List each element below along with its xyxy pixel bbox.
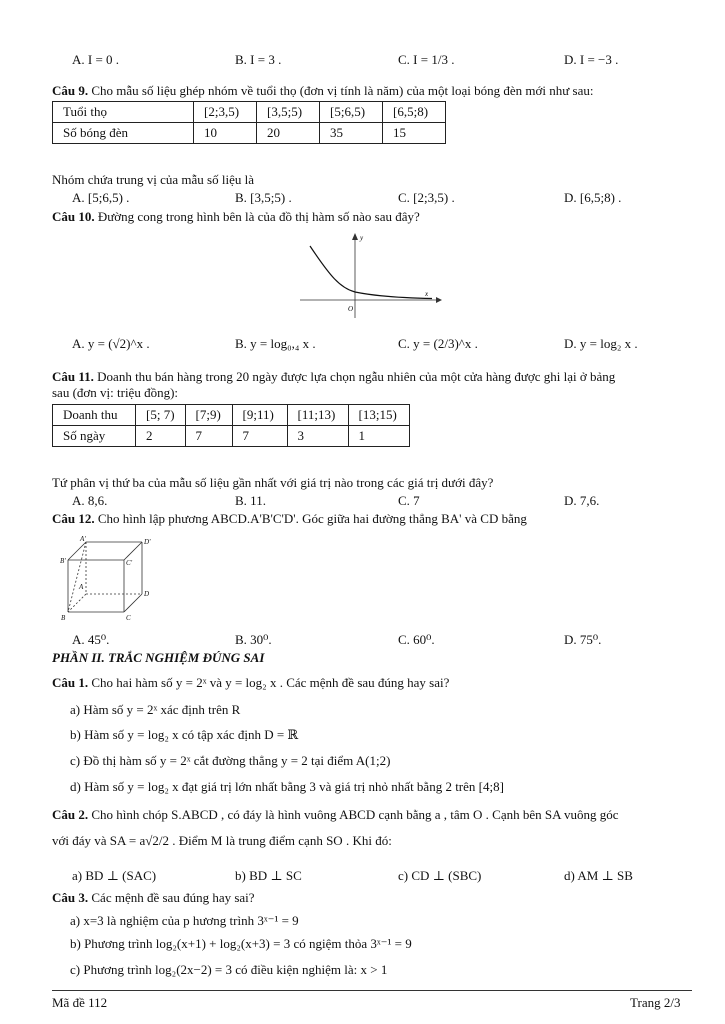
q11-option-d: D. 7,6. bbox=[564, 493, 600, 508]
q11-option-c: C. 7 bbox=[398, 493, 420, 508]
x-label: x bbox=[425, 290, 429, 298]
q12-text: Cho hình lập phương ABCD.A'B'C'D'. Góc giữa hai đường thẳng BA' và CD bằng bbox=[97, 511, 527, 526]
vertex-label: A' bbox=[80, 535, 86, 543]
x-axis-arrow bbox=[436, 297, 442, 303]
q9-cell: [3,5;5) bbox=[257, 102, 320, 123]
q11-cell: [9;11) bbox=[232, 405, 287, 426]
q12-option-d: D. 75⁰. bbox=[564, 632, 602, 647]
origin-label: O bbox=[348, 305, 354, 313]
q12-label: Câu 12. bbox=[52, 511, 95, 526]
p2-c3-item-b: b) Phương trình log₂(x+1) + log₂(x+3) = 3 có ngiệm thỏa 3ˣ⁻¹ = 9 bbox=[70, 936, 412, 951]
part2-heading: PHẦN II. TRẮC NGHIỆM ĐÚNG SAI bbox=[52, 650, 265, 665]
footer-code: Mã đề 112 bbox=[52, 995, 108, 1010]
p2-c2-item-c: c) CD ⊥ (SBC) bbox=[398, 868, 482, 883]
q11-option-b: B. 11. bbox=[235, 493, 266, 508]
p2-c2-label: Câu 2. bbox=[52, 807, 89, 822]
q11-option-a: A. 8,6. bbox=[72, 493, 108, 508]
q8-option-d: D. I = −3 . bbox=[564, 52, 619, 67]
q9-option-c: C. [2;3,5) . bbox=[398, 190, 455, 205]
q9-cell: Số bóng đèn bbox=[53, 123, 194, 144]
p2-c2-item-b: b) BD ⊥ SC bbox=[235, 868, 302, 883]
q10-graph bbox=[296, 230, 446, 320]
p2-c3-label: Câu 3. bbox=[52, 890, 89, 905]
q10-text: Đường cong trong hình bên là của đồ thị hàm số nào sau đây? bbox=[97, 209, 420, 224]
p2-c3-question bbox=[52, 890, 255, 906]
p2-c1-item-d: d) Hàm số y = log₂ x đạt giá trị lớn nhất bằng 3 và giá trị nhỏ nhất bằng 2 trên [4;8] bbox=[70, 779, 504, 794]
q8-option-b: B. I = 3 . bbox=[235, 52, 282, 67]
q10-option-a: A. y = (√2)^x . bbox=[72, 336, 150, 351]
q12-cube bbox=[58, 534, 158, 626]
q11-cell: 7 bbox=[232, 426, 287, 447]
q9-cell: 35 bbox=[320, 123, 383, 144]
q11-table-row bbox=[53, 426, 410, 447]
q9-text: Cho mẫu số liệu ghép nhóm về tuổi thọ (đơn vị tính là năm) của một loại bóng đèn mới như sau: bbox=[91, 83, 594, 98]
q12-option-c: C. 60⁰. bbox=[398, 632, 435, 647]
q9-cell: 10 bbox=[194, 123, 257, 144]
q11-cell: 7 bbox=[185, 426, 232, 447]
p2-c1-question bbox=[52, 675, 449, 691]
p2-c2-question bbox=[52, 807, 619, 823]
q10-label: Câu 10. bbox=[52, 209, 95, 224]
q12-question bbox=[52, 511, 527, 527]
vertex-label: C bbox=[126, 614, 131, 622]
q9-label: Câu 9. bbox=[52, 83, 89, 98]
q11-label: Câu 11. bbox=[52, 369, 94, 384]
q11-text: Doanh thu bán hàng trong 20 ngày được lựa chọn ngẫu nhiên của một cửa hàng được ghi lại ở bảng bbox=[97, 369, 616, 384]
q9-cell: [2;3,5) bbox=[194, 102, 257, 123]
p2-c3-item-c: c) Phương trình log₂(2x−2) = 3 có điều kiện nghiệm là: x > 1 bbox=[70, 962, 388, 977]
q11-table-row bbox=[53, 405, 410, 426]
q11-cell: [11;13) bbox=[287, 405, 348, 426]
q11-cell: Số ngày bbox=[53, 426, 136, 447]
p2-c3-item-a: a) x=3 là nghiệm của p hương trình 3ˣ⁻¹ = 9 bbox=[70, 913, 299, 928]
q9-cell: Tuổi thọ bbox=[53, 102, 194, 123]
q11-cell: [13;15) bbox=[348, 405, 409, 426]
p2-c3-text: Các mệnh đề sau đúng hay sai? bbox=[91, 890, 255, 905]
vertex-label: D' bbox=[144, 538, 151, 546]
q10-option-b: B. y = log₀,₄ x . bbox=[235, 336, 316, 351]
q11-table bbox=[52, 404, 410, 447]
q10-option-c: C. y = (2/3)^x . bbox=[398, 336, 478, 351]
p2-c2-item-a: a) BD ⊥ (SAC) bbox=[72, 868, 157, 883]
vertex-label: B bbox=[61, 614, 66, 622]
p2-c1-item-a: a) Hàm số y = 2ˣ xác định trên R bbox=[70, 702, 241, 717]
q9-option-d: D. [6,5;8) . bbox=[564, 190, 622, 205]
q10-option-d: D. y = log₂ x . bbox=[564, 336, 638, 351]
q9-question bbox=[52, 83, 593, 99]
q12-option-a: A. 45⁰. bbox=[72, 632, 110, 647]
q11-cell: 3 bbox=[287, 426, 348, 447]
q9-cell: 15 bbox=[383, 123, 446, 144]
q9-table bbox=[52, 101, 446, 144]
q9-prompt: Nhóm chứa trung vị của mẫu số liệu là bbox=[52, 172, 254, 187]
q11-question bbox=[52, 369, 615, 385]
footer-divider bbox=[52, 990, 692, 991]
p2-c1-text: Cho hai hàm số y = 2ˣ và y = log₂ x . Các mệnh đề sau đúng hay sai? bbox=[91, 675, 450, 690]
q11-cell: [7;9) bbox=[185, 405, 232, 426]
p2-c2-text: Cho hình chóp S.ABCD , có đáy là hình vuông ABCD cạnh bằng a , tâm O . Cạnh bên SA vuông góc bbox=[91, 807, 619, 822]
y-axis-arrow bbox=[352, 233, 358, 240]
p2-c1-item-b: b) Hàm số y = log₂ x có tập xác định D = ℝ bbox=[70, 727, 299, 742]
p2-c2-item-d: d) AM ⊥ SB bbox=[564, 868, 633, 883]
q10-question bbox=[52, 209, 420, 225]
q11-cell: [5; 7) bbox=[136, 405, 186, 426]
q8-option-a: A. I = 0 . bbox=[72, 52, 120, 67]
q9-option-b: B. [3,5;5) . bbox=[235, 190, 292, 205]
p2-c1-item-c: c) Đồ thị hàm số y = 2ˣ cắt đường thẳng y = 2 tại điểm A(1;2) bbox=[70, 753, 391, 768]
q11-prompt: Tứ phân vị thứ ba của mẫu số liệu gần nhất với giá trị nào trong các giá trị dưới đây? bbox=[52, 475, 494, 490]
curve bbox=[310, 246, 432, 299]
footer-page: Trang 2/3 bbox=[630, 995, 681, 1010]
q9-table-row bbox=[53, 102, 446, 123]
q8-option-c: C. I = 1/3 . bbox=[398, 52, 455, 67]
q12-option-b: B. 30⁰. bbox=[235, 632, 272, 647]
q9-table-row bbox=[53, 123, 446, 144]
vertex-label: B' bbox=[60, 557, 66, 565]
p2-c2-text2: với đáy và SA = a√2/2 . Điểm M là trung điểm cạnh SO . Khi đó: bbox=[52, 833, 392, 848]
q11-cell: 1 bbox=[348, 426, 409, 447]
vertex-label: C' bbox=[126, 559, 133, 567]
q11-cell: Doanh thu bbox=[53, 405, 136, 426]
q9-cell: [5;6,5) bbox=[320, 102, 383, 123]
q11-cell: 2 bbox=[136, 426, 186, 447]
vertex-label: D bbox=[144, 590, 150, 598]
y-label: y bbox=[360, 234, 364, 242]
q9-cell: 20 bbox=[257, 123, 320, 144]
q9-cell: [6,5;8) bbox=[383, 102, 446, 123]
q11-text2: sau (đơn vị: triệu đồng): bbox=[52, 385, 179, 400]
q9-option-a: A. [5;6,5) . bbox=[72, 190, 130, 205]
vertex-label: A bbox=[79, 583, 84, 591]
p2-c1-label: Câu 1. bbox=[52, 675, 89, 690]
